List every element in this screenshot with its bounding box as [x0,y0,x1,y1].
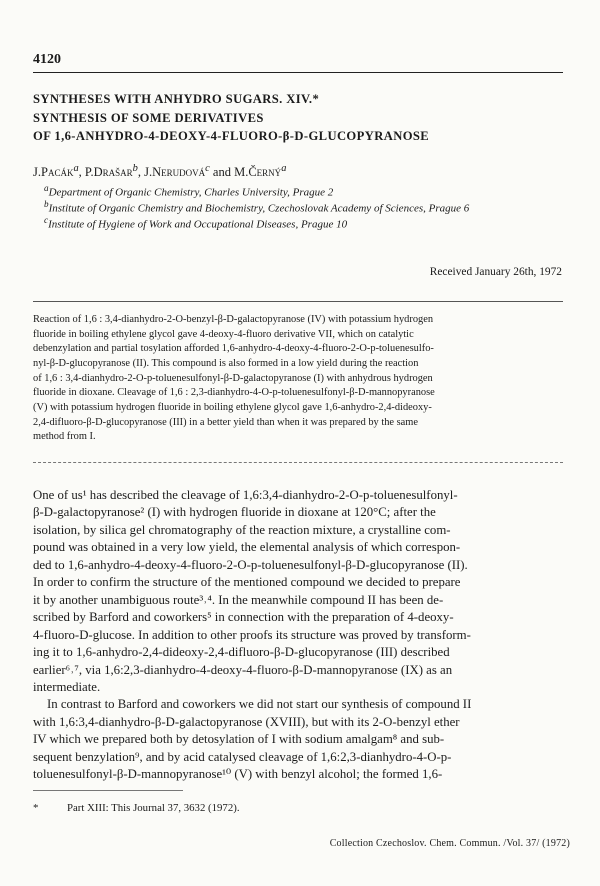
body-line: earlier⁶˒⁷, via 1,6:2,3-dianhydro-4-deoxy-4-fluoro-β-D-mannopyranose (IX) as an [33,662,453,677]
abstract-line: fluoride in dioxane. Cleavage of 1,6 : 2,3-dianhydro-4-O-p-toluenesulfonyl-β-D-mannopyranose [33,387,435,399]
abstract [33,313,561,445]
body-line: pound was obtained in a very low yield, the elemental analysis of which correspon- [33,540,461,555]
title-line-3: OF 1,6-ANHYDRO-4-DEOXY-4-FLUORO-β-D-GLUCOPYRANOSE [33,129,430,143]
abstract-line: nyl-β-D-glucopyranose (II). This compound is also formed in a low yield during the reaction [33,357,419,369]
abstract-line: fluoride in boiling ethylene glycol gave 4-deoxy-4-fluoro derivative VII, which on catalytic [33,328,414,340]
footnote-rule [33,790,183,791]
abstract-line: of 1,6 : 3,4-dianhydro-2-O-p-toluenesulfonyl-β-D-galactopyranose (I) with anhydrous hydrogen [33,372,433,384]
author: J.Nerudová$^c$ and [144,163,235,180]
footnote: * Part XIII: This Journal 37, 3632 (1972). [33,802,240,814]
author: P.Drašar$^b$, [84,163,145,180]
title-line-1: SYNTHESES WITH ANHYDRO SUGARS. XIV.* [33,92,320,106]
body-text [33,487,561,784]
journal-citation: Collection Czechoslov. Chem. Commun. /Vol. 37/ (1972) [329,838,570,849]
body-line: One of us¹ has described the cleavage of 1,6:3,4-dianhydro-2-O-p-toluenesulfonyl- [33,488,458,502]
body-line: isolation, by silica gel chromatography of the reaction mixture, a crystalline com- [33,522,451,537]
body-line: ing it to 1,6-anhydro-2,4-dideoxy-2,4-difluoro-β-D-glucopyranose (III) described [33,645,450,660]
body-line: toluenesulfonyl-β-D-mannopyranose¹⁰ (V) with benzyl alcohol; the formed 1,6- [33,767,443,782]
affiliation: $^a$Department of Organic Chemistry, Charles University, Prague 2 [44,183,334,199]
body-line: sequent benzylation⁹, and by acid catalysed cleavage of 1,6:2,3-dianhydro-4-O-p- [33,749,452,764]
title-line-2: SYNTHESIS OF SOME DERIVATIVES [33,111,264,125]
author: J.Pacák$^a$, [33,163,85,180]
body-line: In order to confirm the structure of the mentioned compound we decided to prepare [33,575,461,590]
abstract-rule [33,301,563,302]
abstract-end-rule [33,462,563,463]
affiliation: $^b$Institute of Organic Chemistry and Biochemistry, Czechoslovak Academy of Sciences, Prague 6 [44,199,470,215]
author: M.Černý$^a$ [234,163,287,180]
body-line: IV which we prepared both by detosylation of I with sodium amalgam⁸ and sub- [33,732,445,747]
abstract-line: Reaction of 1,6 : 3,4-dianhydro-2-O-benzyl-β-D-galactopyranose (IV) with potassium hydrogen [33,314,434,325]
body-line: with 1,6:3,4-dianhydro-β-D-galactopyranose (XVIII), but with its 2-O-benzyl ether [33,714,460,729]
abstract-line: debenzylation and partial tosylation afforded 1,6-anhydro-4-deoxy-4-fluoro-2-O-p-toluenesulfo- [33,343,434,355]
affiliation: $^c$Institute of Hygiene of Work and Occupational Diseases, Prague 10 [44,215,348,231]
body-line: β-D-galactopyranose² (I) with hydrogen fluoride in dioxane at 120°C; after the [33,505,436,520]
page-number: 4120 [33,52,61,67]
body-line: 4-fluoro-D-glucose. In addition to other proofs its structure was proved by transform- [33,627,471,642]
body-line: scribed by Barford and coworkers⁵ in connection with the preparation of 4-deoxy- [33,610,454,625]
received-date: Received January 26th, 1972 [429,266,562,278]
author-list [33,163,286,180]
abstract-line: method from I. [33,431,96,443]
body-line: In contrast to Barford and coworkers we did not start our synthesis of compound II [47,697,472,712]
abstract-line: 2,4-difluoro-β-D-glucopyranose (III) in a better yield than when it was prepared by the same [33,416,418,428]
abstract-line: (V) with potassium hydrogen fluoride in boiling ethylene glycol gave 1,6-anhydro-2,4-dideoxy- [33,401,432,413]
body-line: it by another unambiguous route³˒⁴. In the meanwhile compound II has been de- [33,592,444,607]
body-line: ded to 1,6-anhydro-4-deoxy-4-fluoro-2-O-p-toluenesulfonyl-β-D-glucopyranose (II). [33,557,468,572]
body-line: intermediate. [33,679,101,694]
header-rule [33,72,563,73]
